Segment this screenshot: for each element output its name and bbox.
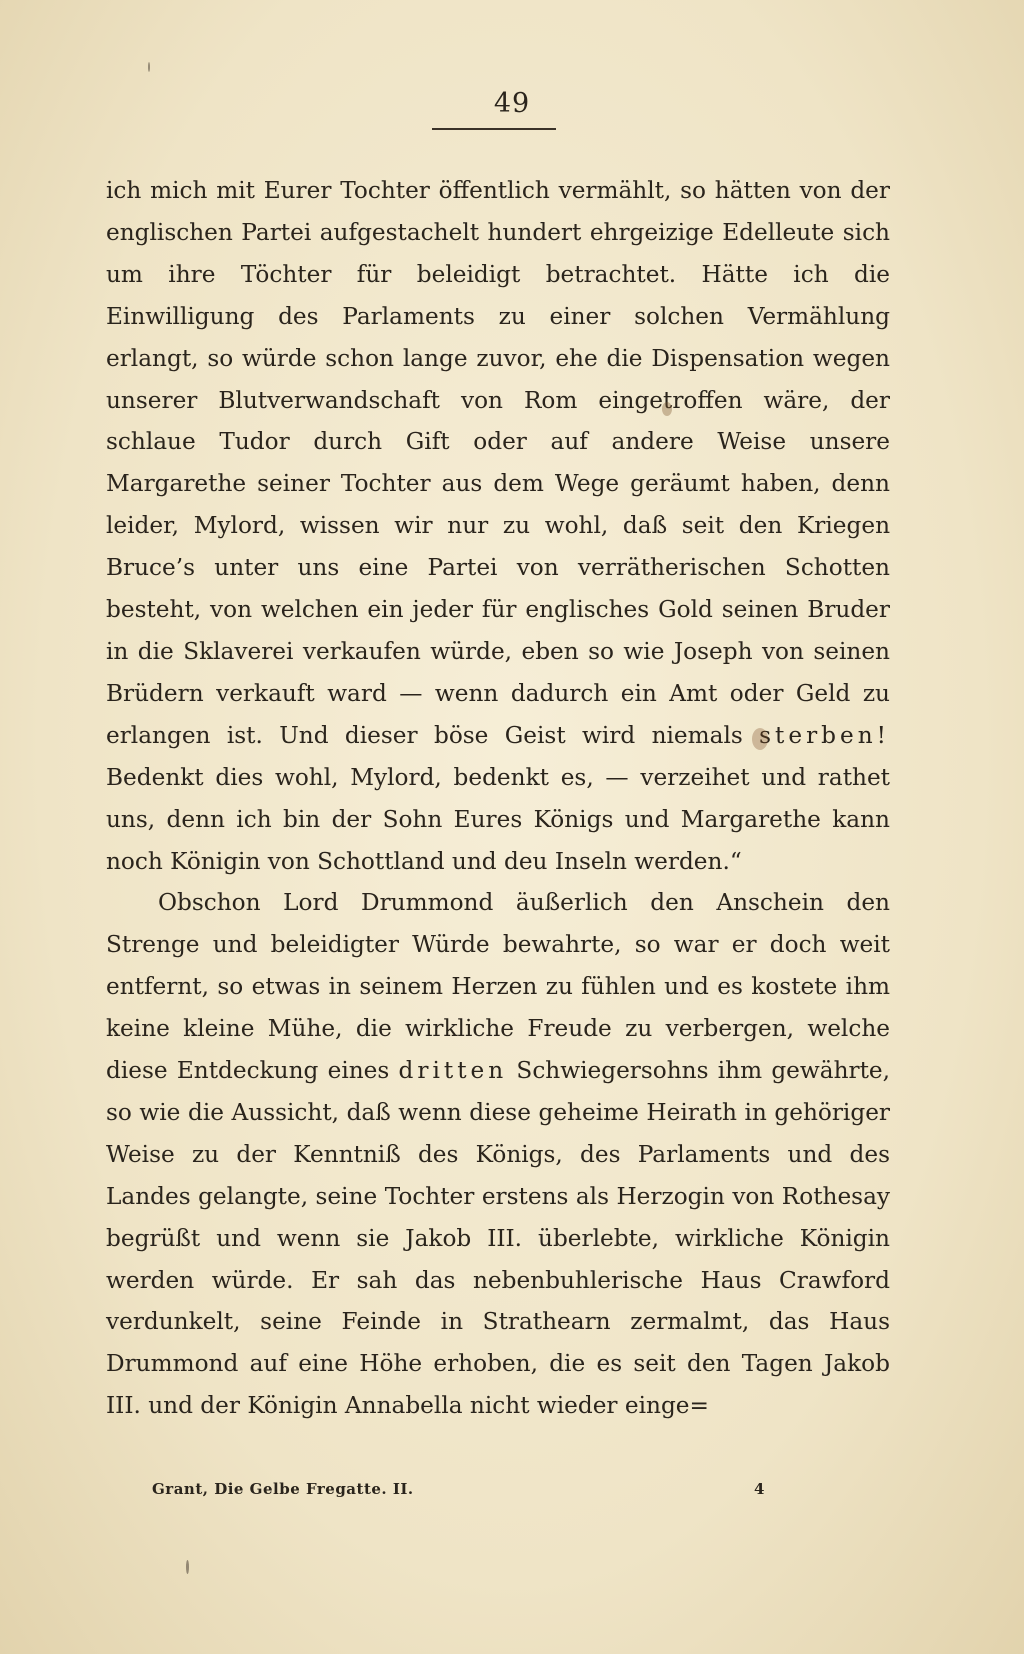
text-segment: ich mich mit Eurer Tochter öffentlich vermählt, so hätten von der englischen Partei aufgestachelt hundert ehrgeizige Edelleute sich um ihre Töchter für beleidigt betrachtet. Hätte ich die Einwilligung des Parlaments zu einer solchen Vermählung erlangt, so würde schon lange zuvor, ehe die Dispensation wegen unserer Blutverwandschaft von Rom eingetroffen wäre, der schlaue Tudor durch Gift oder auf andere Weise unsere Margarethe seiner Tochter aus dem Wege geräumt haben, denn leider, Mylord, wissen wir nur zu wohl, daß seit den Kriegen Bruce’s unter uns eine Partei von verrätherischen Schotten besteht, von welchen ein jeder für englisches Gold seinen Bruder in die Sklaverei verkaufen würde, eben so wie Joseph von seinen Brüdern verkauft ward — wenn dadurch ein Amt oder Geld zu erlangen ist. Und dieser böse Geist wird niemals: [106, 177, 890, 749]
ink-stain: [662, 402, 672, 416]
emphasized-text: sterben!: [759, 721, 890, 749]
header-rule: [432, 128, 556, 130]
emphasized-text: dritten: [398, 1057, 508, 1085]
text-segment: Schwiegersohns ihm gewährte, so wie die Aussicht, daß wenn diese geheime Heirath in gehöriger Weise zu der Kenntniß des Königs, des Parlaments und des Landes gelangte, seine Tochter erstens als Herzogin von Rothesay begrüßt und wenn sie Jakob III. überlebte, wirkliche Königin werden würde. Er sah das nebenbuhlerische Haus Crawford verdunkelt, seine Feinde in Strathearn zermalmt, das Haus Drummond auf eine Höhe erhoben, die es seit den Tagen Jakob III. und der Königin Annabella nicht wieder einge=: [106, 1057, 891, 1420]
page-number: 49: [493, 88, 531, 119]
text-segment: Obschon Lord Drummond äußerlich den Anschein den Strenge und beleidigter Würde bewahrte, so war er doch weit entfernt, so etwas in seinem Herzen zu fühlen und es kostete ihm keine kleine Mühe, die wirkliche Freude zu verbergen, welche diese Entdeckung eines: [106, 889, 890, 1085]
signature-mark: 4: [754, 1480, 765, 1498]
footer-title: Grant, Die Gelbe Fregatte. II.: [152, 1480, 414, 1498]
ink-stain: [186, 1560, 189, 1574]
body-text: [106, 170, 890, 1427]
paragraph: [106, 170, 890, 882]
ink-stain: [148, 62, 150, 72]
ink-stain: [752, 728, 768, 750]
text-segment: Bedenkt dies wohl, Mylord, bedenkt es, — verzeihet und rathet uns, denn ich bin der Sohn Eures Königs und Margarethe kann noch Königin von Schottland und deu Inseln werden.“: [106, 763, 890, 875]
paragraph: [106, 882, 890, 1427]
